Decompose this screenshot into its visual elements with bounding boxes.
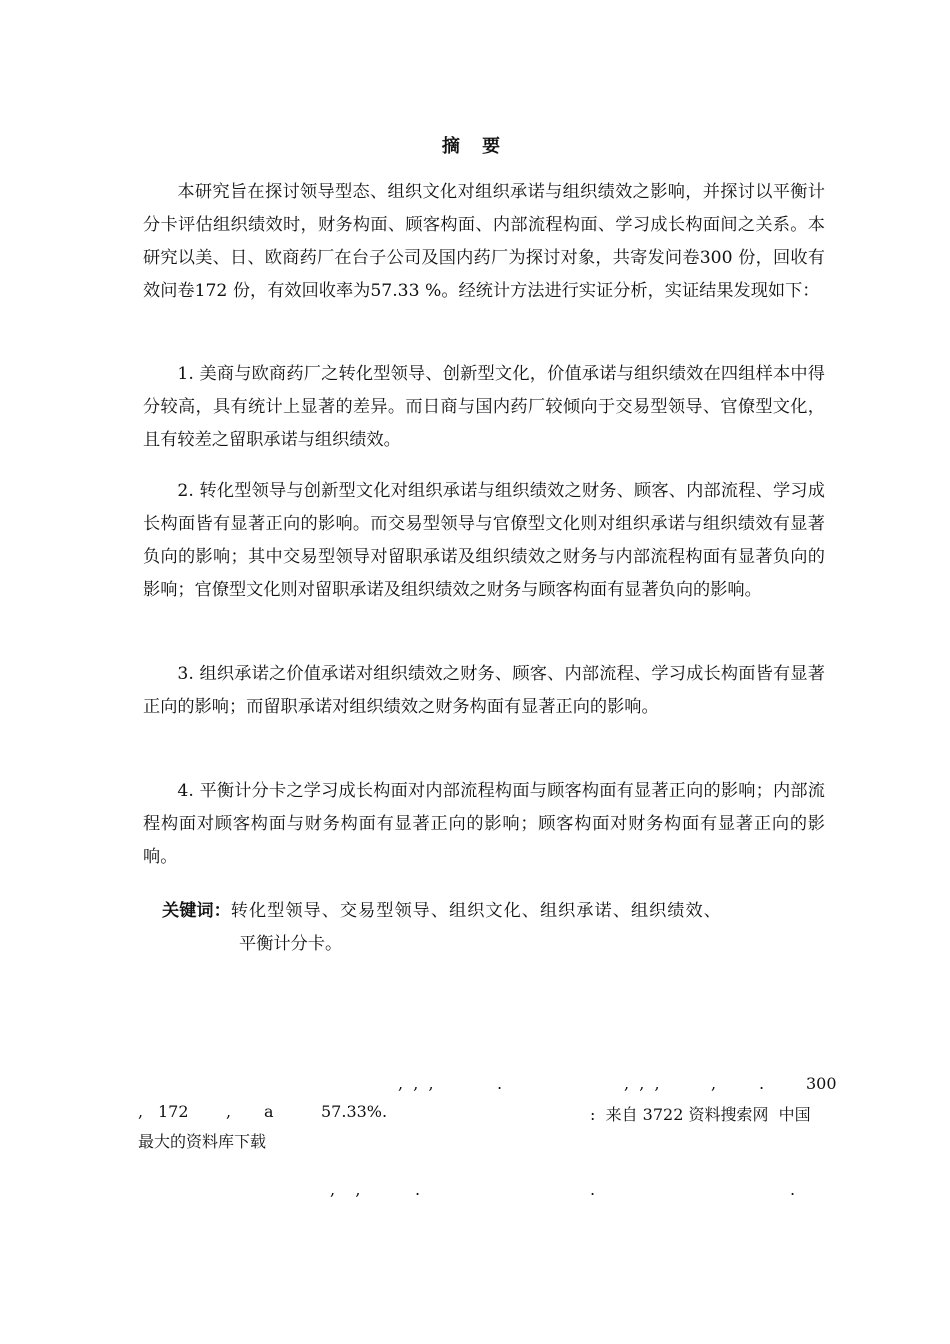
finding-3-paragraph: 3. 组织承诺之价值承诺对组织绩效之财务、顾客、内部流程、学习成长构面皆有显著正向的影响；而留职承诺对组织绩效之财务构面有显著正向的影响。: [143, 664, 825, 717]
fragment-dot: .: [415, 1180, 421, 1199]
abstract-title: 摘 要: [441, 136, 509, 157]
fragment-number: 300: [806, 1074, 837, 1093]
fragment-number: 172: [158, 1102, 189, 1121]
fragment-comma: ,: [138, 1102, 144, 1121]
fragment-commas: , , ,: [398, 1074, 434, 1093]
keywords-line-1: 转化型领导、交易型领导、组织文化、组织承诺、组织绩效、: [230, 901, 722, 921]
keywords-block: [162, 895, 822, 961]
fragment-comma: ,: [711, 1074, 717, 1093]
fragment-commas: , , ,: [624, 1074, 660, 1093]
keywords-line-2: 平衡计分卡。: [239, 934, 343, 954]
fragment-comma: ,: [226, 1102, 232, 1121]
finding-2-paragraph: 2. 转化型领导与创新型文化对组织承诺与组织绩效之财务、顾客、内部流程、学习成长构面皆有显著正向的影响。而交易型领导与官僚型文化则对组织承诺与组织绩效有显著负向的影响；其中交易型领导对留职承诺及组织绩效之财务与内部流程构面有显著负向的影响；官僚型文化则对留职承诺及组织绩效之财务与顾客构面有显著负向的影响。: [143, 481, 825, 600]
fragment-dot: .: [497, 1074, 503, 1093]
fragment-dot: .: [790, 1180, 796, 1199]
fragment-letter: a: [264, 1102, 274, 1121]
fragment-commas: , ,: [330, 1180, 361, 1199]
keywords-label: 关键词：: [162, 901, 231, 921]
fragment-dot: .: [590, 1180, 596, 1199]
finding-4-paragraph: 4. 平衡计分卡之学习成长构面对内部流程构面与顾客构面有显著正向的影响；内部流程构面对顾客构面与财务构面有显著正向的影响；顾客构面对财务构面有显著正向的影响。: [143, 781, 825, 867]
fragment-download-note: 最大的资料库下载: [138, 1132, 267, 1151]
fragment-source-note: : 来自 3722 资料搜索网 中国: [590, 1105, 811, 1124]
fragment-percentage: 57.33%.: [321, 1102, 388, 1121]
fragment-dot: .: [759, 1074, 765, 1093]
abstract-intro-paragraph: 本研究旨在探讨领导型态、组织文化对组织承诺与组织绩效之影响，并探讨以平衡计分卡评估组织绩效时，财务构面、顾客构面、内部流程构面、学习成长构面间之关系。本研究以美、日、欧商药厂在台子公司及国内药厂为探讨对象，共寄发问卷300 份，回收有效问卷172 份，有效回收率为57.33 %。经统计方法进行实证分析，实证结果发现如下：: [143, 182, 825, 301]
finding-1-paragraph: 1. 美商与欧商药厂之转化型领导、创新型文化，价值承诺与组织绩效在四组样本中得分较高，具有统计上显著的差异。而日商与国内药厂较倾向于交易型领导、官僚型文化，且有较差之留职承诺与组织绩效。: [143, 364, 825, 450]
